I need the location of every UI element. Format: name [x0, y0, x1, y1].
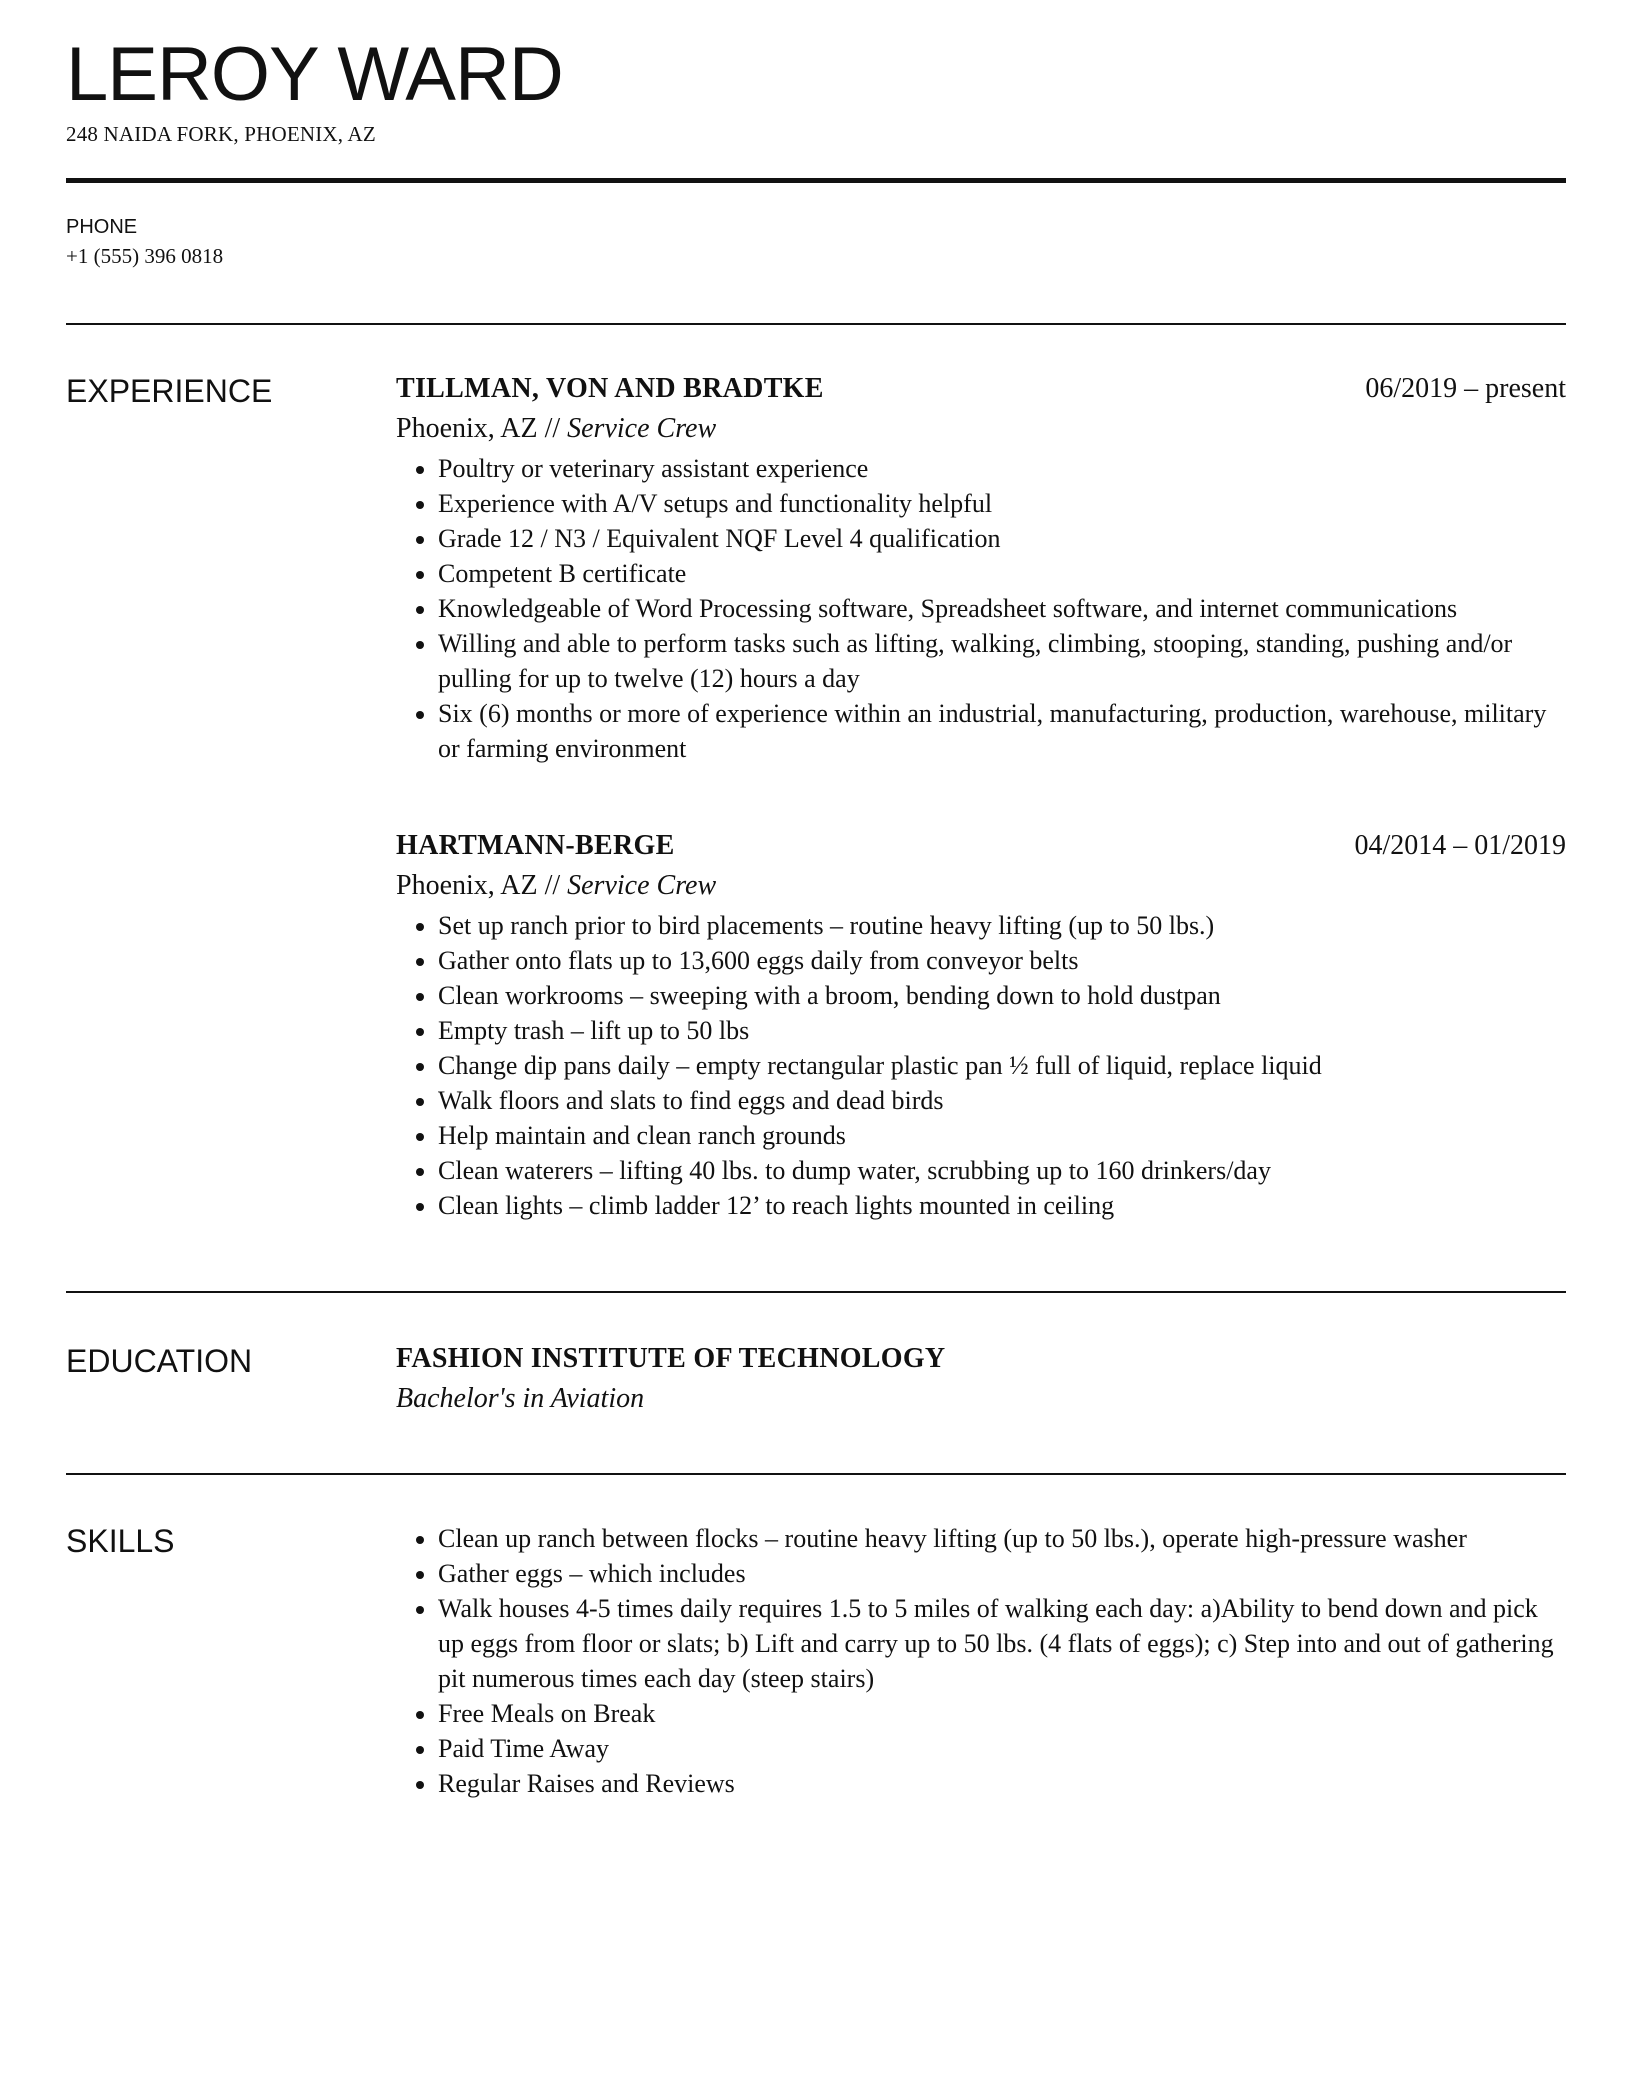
list-item: • Paid Time Away [438, 1731, 1566, 1766]
job-bullets [396, 451, 1566, 766]
job-separator: // [537, 870, 568, 901]
employer-name: HARTMANN-BERGE [396, 830, 675, 861]
list-item: • Competent B certificate [438, 556, 1566, 591]
experience-body [396, 371, 1566, 1223]
list-item: • Gather onto flats up to 13,600 eggs daily from conveyor belts [438, 943, 1566, 978]
list-item: • Clean waterers – lifting 40 lbs. to dump water, scrubbing up to 160 drinkers/day [438, 1153, 1566, 1188]
phone-label: PHONE [66, 216, 138, 238]
education-section [66, 1341, 1566, 1417]
job-role: Service Crew [567, 413, 717, 444]
job-location: Phoenix, AZ [396, 870, 538, 901]
list-item: • Walk houses 4-5 times daily requires 1.5 to 5 miles of walking each day: a)Ability to bend down and pick up eggs from floor or slats; b) Lift and carry up to 50 lbs. (4 flats of eggs); c) Step into and out of gathering pit numerous times each day (steep stairs) [438, 1591, 1566, 1696]
degree-name: Bachelor's in Aviation [396, 1383, 645, 1414]
list-item: • Poultry or veterinary assistant experience [438, 451, 1566, 486]
list-item: • Knowledgeable of Word Processing software, Spreadsheet software, and internet communications [438, 591, 1566, 626]
employer-name: TILLMAN, VON AND BRADTKE [396, 373, 824, 404]
list-item: • Help maintain and clean ranch grounds [438, 1118, 1566, 1153]
skills-list [396, 1521, 1566, 1801]
contact-block [66, 215, 1566, 269]
list-item: • Gather eggs – which includes [438, 1556, 1566, 1591]
list-item: • Willing and able to perform tasks such as lifting, walking, climbing, stooping, standing, pushing and/or pulling for up to twelve (12) hours a day [438, 626, 1566, 696]
list-item: • Regular Raises and Reviews [438, 1766, 1566, 1801]
job-location: Phoenix, AZ [396, 413, 538, 444]
list-item: • Experience with A/V setups and functionality helpful [438, 486, 1566, 521]
skills-title: SKILLS [66, 1523, 175, 1559]
list-item: • Change dip pans daily – empty rectangular plastic pan ½ full of liquid, replace liquid [438, 1048, 1566, 1083]
candidate-name: LEROY WARD [66, 32, 563, 117]
job-entry [396, 828, 1566, 1223]
list-item: • Walk floors and slats to find eggs and dead birds [438, 1083, 1566, 1118]
education-body [396, 1341, 1566, 1417]
resume-page [66, 0, 1566, 1801]
job-subline [396, 411, 1566, 447]
skills-body [396, 1521, 1566, 1801]
list-item: • Set up ranch prior to bird placements – routine heavy lifting (up to 50 lbs.) [438, 908, 1566, 943]
school-name: FASHION INSTITUTE OF TECHNOLOGY [396, 1343, 946, 1374]
skills-section [66, 1521, 1566, 1801]
contact-divider [66, 323, 1566, 325]
header-divider [66, 178, 1566, 183]
list-item: • Clean workrooms – sweeping with a broom, bending down to hold dustpan [438, 978, 1566, 1013]
list-item: • Free Meals on Break [438, 1696, 1566, 1731]
experience-section [66, 371, 1566, 1223]
list-item: • Six (6) months or more of experience within an industrial, manufacturing, production, warehouse, military or farming environment [438, 696, 1566, 766]
experience-divider [66, 1291, 1566, 1293]
list-item: • Clean lights – climb ladder 12’ to reach lights mounted in ceiling [438, 1188, 1566, 1223]
job-entry [396, 371, 1566, 766]
job-subline [396, 868, 1566, 904]
education-title: EDUCATION [66, 1343, 253, 1379]
job-separator: // [537, 413, 568, 444]
list-item: • Grade 12 / N3 / Equivalent NQF Level 4 qualification [438, 521, 1566, 556]
job-dates: 04/2014 – 01/2019 [1354, 830, 1566, 861]
education-divider [66, 1473, 1566, 1475]
candidate-address: 248 NAIDA FORK, PHOENIX, AZ [66, 122, 376, 146]
phone-value: +1 (555) 396 0818 [66, 244, 224, 268]
job-dates: 06/2019 – present [1365, 373, 1566, 404]
experience-title: EXPERIENCE [66, 373, 273, 409]
job-role: Service Crew [567, 870, 717, 901]
job-bullets [396, 908, 1566, 1223]
list-item: • Empty trash – lift up to 50 lbs [438, 1013, 1566, 1048]
list-item: • Clean up ranch between flocks – routine heavy lifting (up to 50 lbs.), operate high-pressure washer [438, 1521, 1566, 1556]
